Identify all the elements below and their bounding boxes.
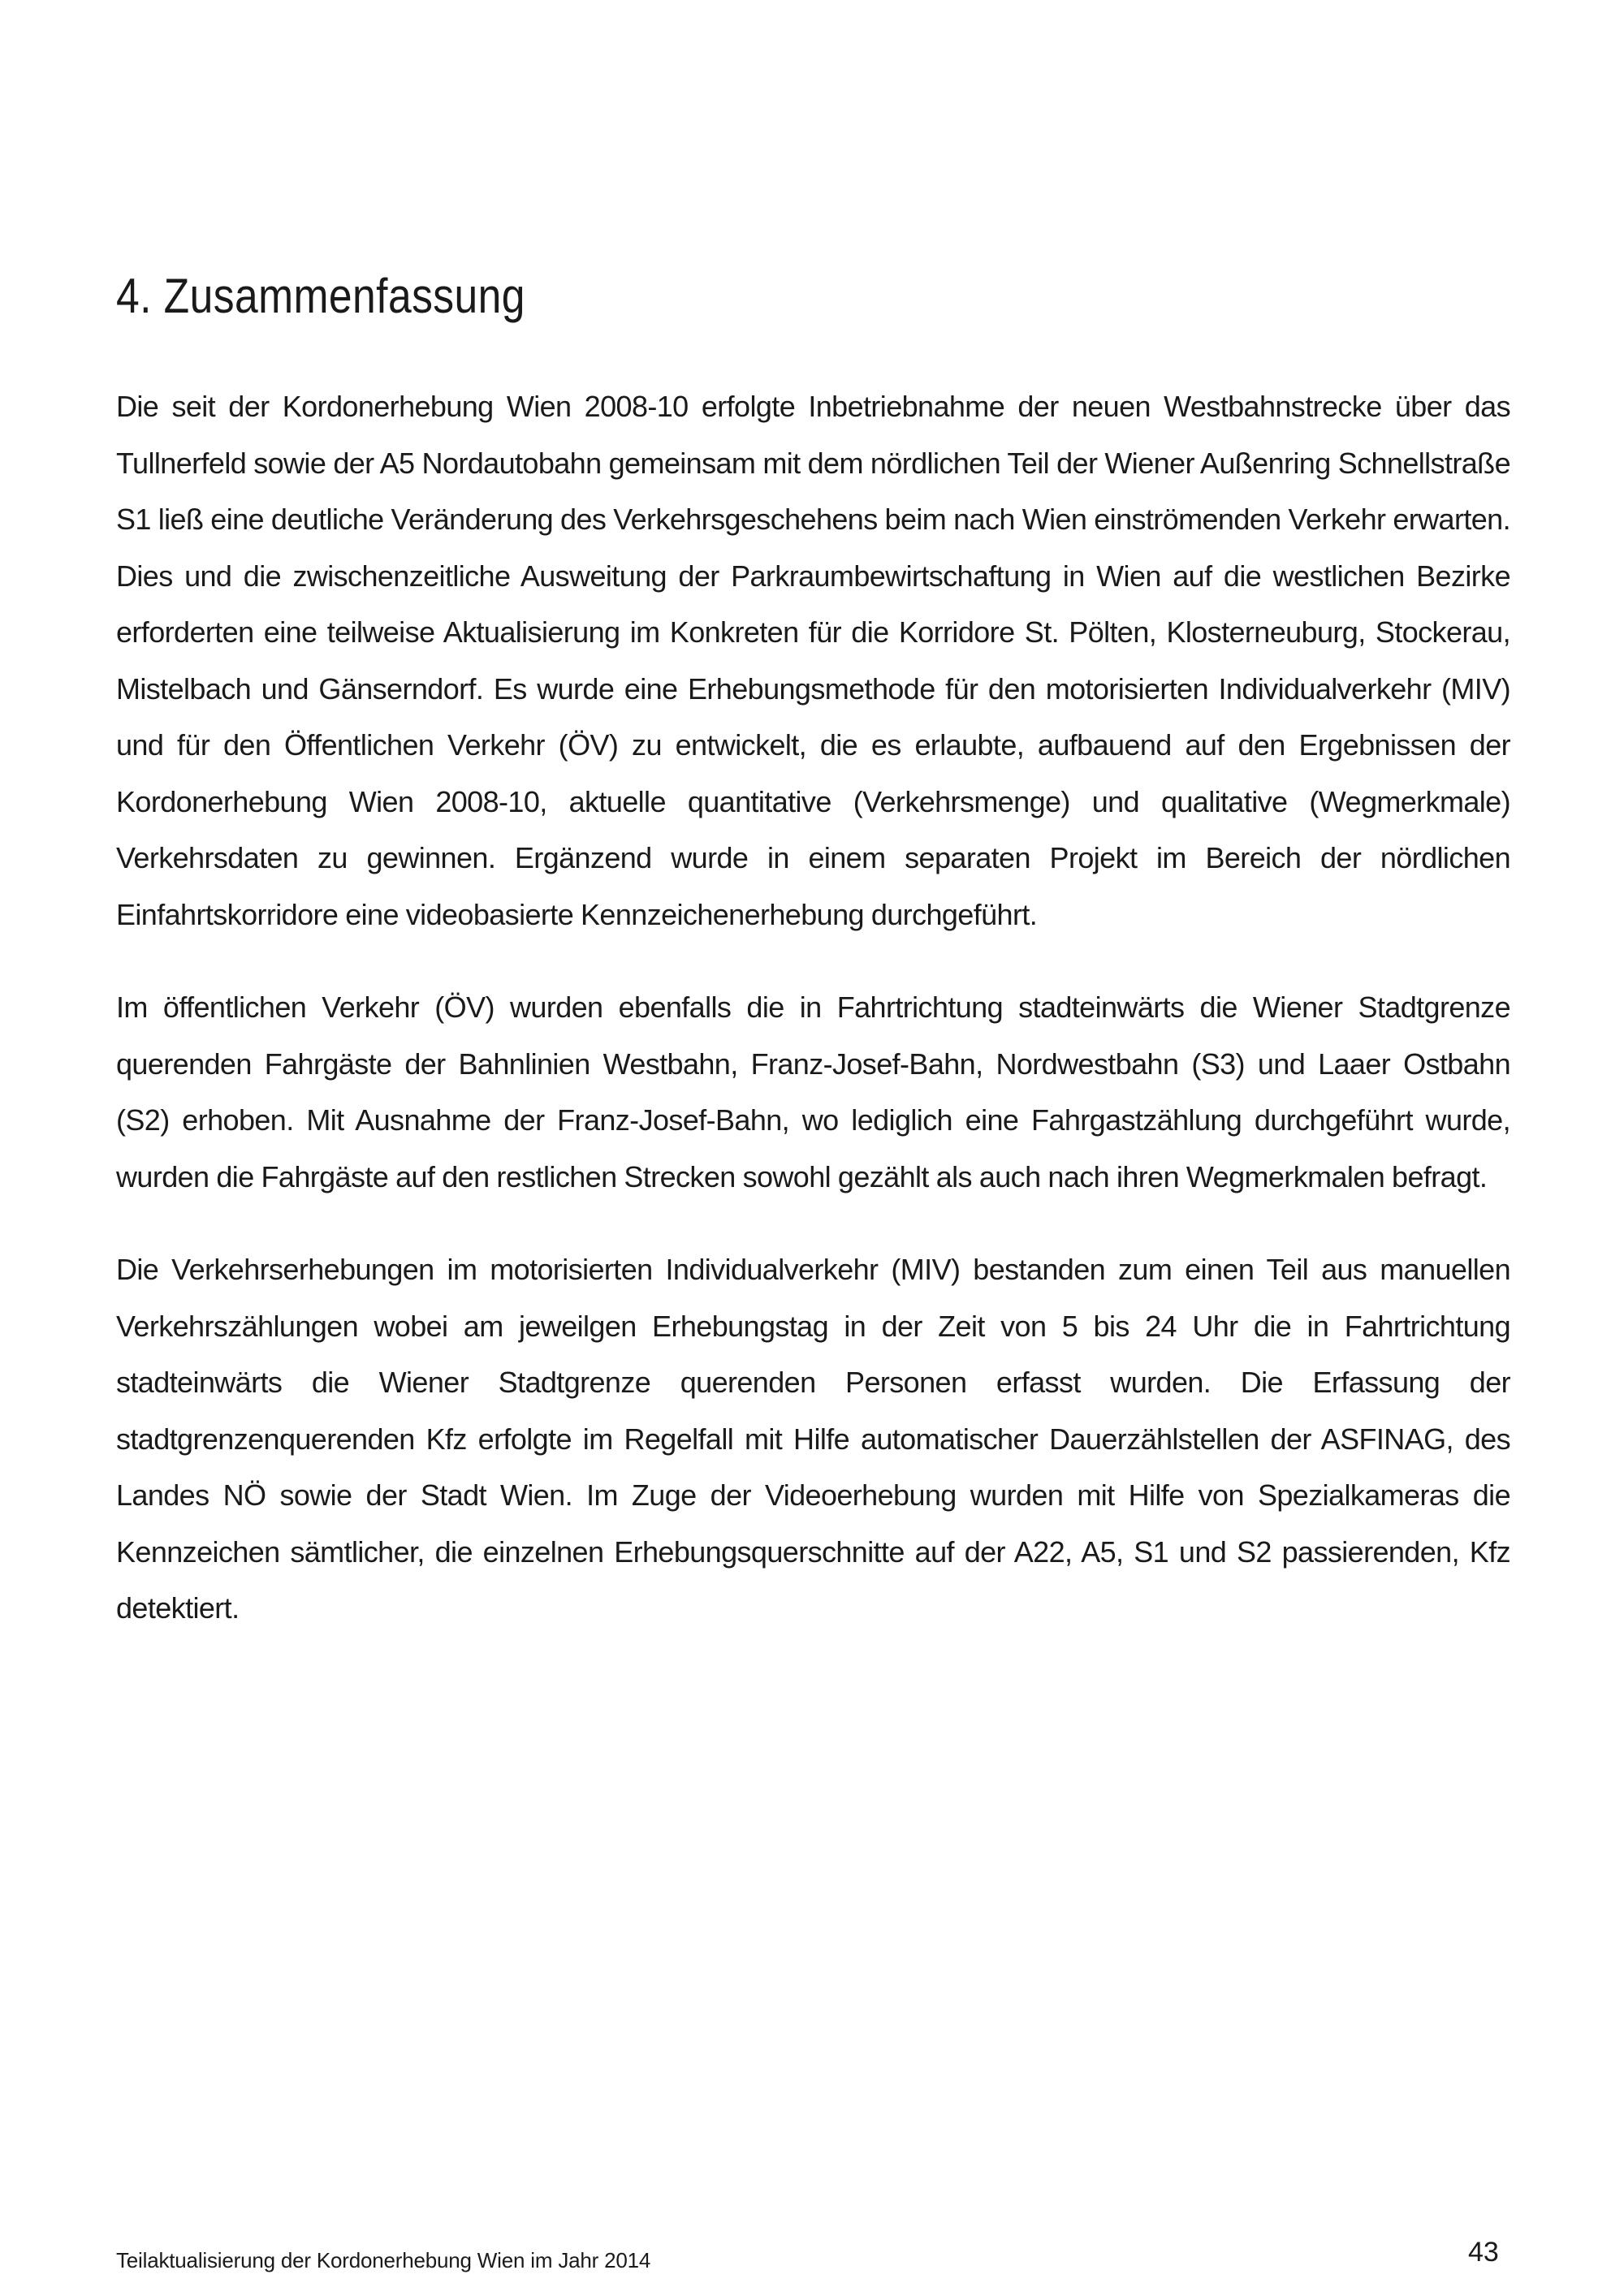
- footer-page-number: 43: [1468, 2237, 1499, 2268]
- paragraph-private-transport: Die Verkehrserhebungen im motorisierten Individualverkehr (MIV) bestanden zum einen Teil aus manuellen Verkehrszählungen wobei am jeweilgen Erhebungstag in der Zeit von 5 bis 24 Uhr die in Fahrtrichtung stadteinwärts die Wiener Stadtgrenze querenden Personen erfasst wurden. Die Erfassung der stadtgrenzenquerenden Kfz erfolgte im Regelfall mit Hilfe automatischer Dauerzählstellen der ASFINAG, des Landes NÖ sowie der Stadt Wien. Im Zuge der Videoerhebung wurden mit Hilfe von Spezialkameras die Kennzeichen sämtlicher, die einzelnen Erhebungsquerschnitte auf der A22, A5, S1 und S2 passierenden, Kfz detektiert.: [116, 1253, 1510, 1625]
- paragraph-summary-intro: Die seit der Kordonerhebung Wien 2008-10 erfolgte Inbetriebnahme der neuen Westbahnstrecke über das Tullnerfeld sowie der A5 Nordautobahn gemeinsam mit dem nördlichen Teil der Wiener Außenring Schnellstraße S1 ließ eine deutliche Veränderung des Verkehrsgeschehens beim nach Wien einströmenden Verkehr erwarten. Dies und die zwischenzeitliche Ausweitung der Parkraumbewirtschaftung in Wien auf die westlichen Bezirke erforderten eine teilweise Aktualisierung im Konkreten für die Korridore St. Pölten, Klosterneuburg, Stockerau, Mistelbach und Gänserndorf. Es wurde eine Erhebungsmethode für den motorisierten Individualverkehr (MIV) und für den Öffentlichen Verkehr (ÖV) zu entwickelt, die es erlaubte, aufbauend auf den Ergebnissen der Kordonerhebung Wien 2008-10, aktuelle quantitative (Verkehrsmenge) und qualitative (Wegmerkmale) Verkehrsdaten zu gewinnen. Ergänzend wurde in einem separaten Projekt im Bereich der nördlichen Einfahrtskorridore eine videobasierte Kennzeichenerhebung durchgeführt.: [116, 390, 1510, 931]
- body-text: [116, 378, 1510, 1637]
- section-heading: 4. Zusammenfassung: [116, 269, 525, 323]
- footer-document-title: Teilaktualisierung der Kordonerhebung Wien im Jahr 2014: [116, 2248, 651, 2272]
- paragraph-public-transport: Im öffentlichen Verkehr (ÖV) wurden ebenfalls die in Fahrtrichtung stadteinwärts die Wiener Stadtgrenze querenden Fahrgäste der Bahnlinien Westbahn, Franz-Josef-Bahn, Nordwestbahn (S3) und Laaer Ostbahn (S2) erhoben. Mit Ausnahme der Franz-Josef-Bahn, wo lediglich eine Fahrgastzählung durchgeführt wurde, wurden die Fahrgäste auf den restlichen Strecken sowohl gezählt als auch nach ihren Wegmerkmalen befragt.: [116, 990, 1510, 1193]
